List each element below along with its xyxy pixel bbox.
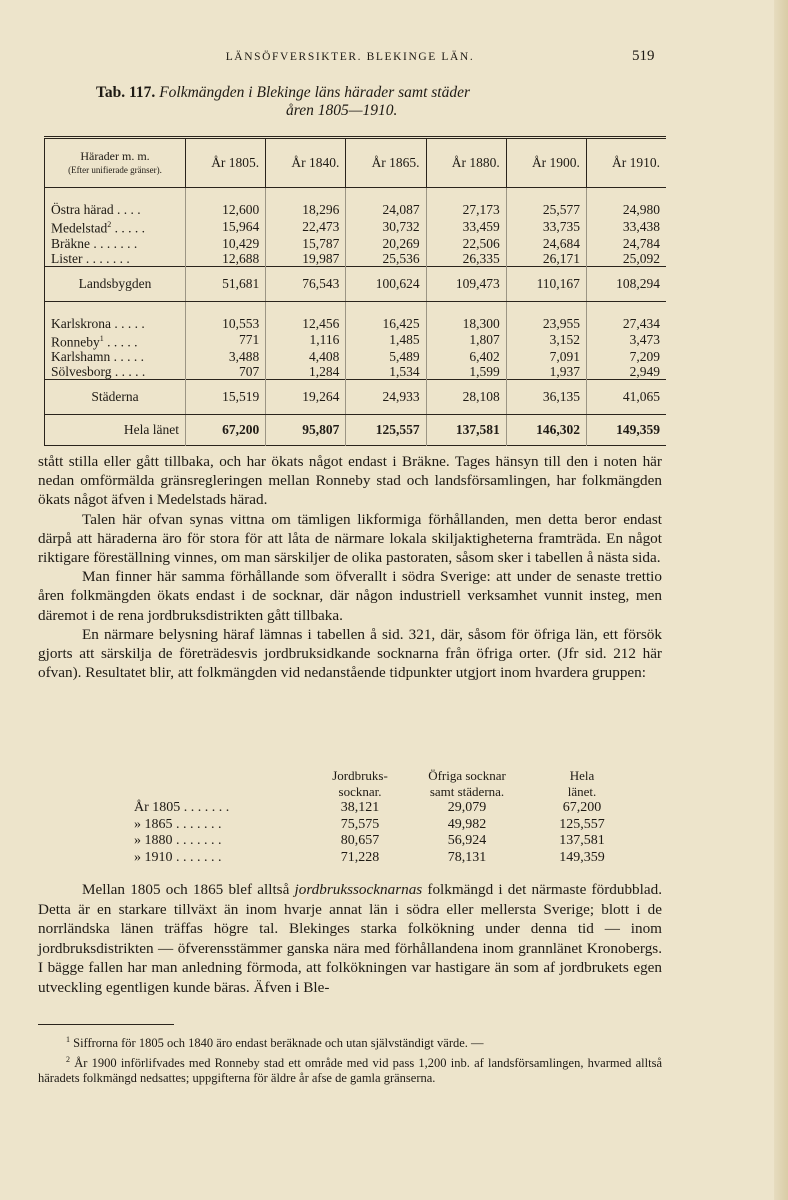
cell: 27,173 xyxy=(426,202,506,217)
paragraph: En närmare belysning häraf lämnas i tabellen å sid. 321, där, såsom för öfriga län, ett försök gjorts att särskilja de företrädesvis jordbruksidkande socknarna från öfriga orter. (Jfr sid. 212 här ofvan). Resultatet blir, att folkmängden vid nedanstående tidpunkter utgjort inom hvardera gruppen: xyxy=(38,625,662,682)
table-row xyxy=(45,316,667,331)
table-row xyxy=(45,331,667,350)
column-header: År 1805. xyxy=(186,138,266,188)
summary-table xyxy=(128,768,636,866)
cell: 3,488 xyxy=(186,349,266,364)
body-text xyxy=(38,452,662,682)
cell: 28,108 xyxy=(426,380,506,415)
column-header: Jordbruks- socknar. xyxy=(332,768,388,799)
cell: 25,092 xyxy=(586,251,666,267)
column-header: År 1865. xyxy=(346,138,426,188)
row-header-sub: (Efter unifierade gränser). xyxy=(68,165,162,175)
summary-header-row xyxy=(128,768,636,800)
row-name: Bräkne . . . . . . . xyxy=(45,236,186,251)
cell: 4,408 xyxy=(266,349,346,364)
cell: 22,473 xyxy=(266,217,346,236)
cell: 1,599 xyxy=(426,364,506,380)
cell: 24,933 xyxy=(346,380,426,415)
cell: 24,087 xyxy=(346,202,426,217)
cell: 30,732 xyxy=(346,217,426,236)
cell: 67,200 xyxy=(562,800,602,815)
table-title xyxy=(96,84,656,120)
cell: 12,688 xyxy=(186,251,266,267)
cell: 67,200 xyxy=(186,415,266,446)
cell: 20,269 xyxy=(346,236,426,251)
cell: 75,575 xyxy=(340,816,380,832)
cell: 137,581 xyxy=(559,833,605,848)
row-name: Sölvesborg . . . . . xyxy=(45,364,186,380)
cell: 24,980 xyxy=(586,202,666,217)
cell: 26,171 xyxy=(506,251,586,267)
cell: 12,456 xyxy=(266,316,346,331)
cell: 3,152 xyxy=(506,331,586,350)
footnote: $^1$ Siffrorna för 1805 och 1840 äro endast beräknade och utan självständigt värde. — xyxy=(66,1035,484,1051)
cell: 125,557 xyxy=(559,816,605,832)
cell: 15,787 xyxy=(266,236,346,251)
row-name: Lister . . . . . . . xyxy=(45,251,186,267)
table-header-row xyxy=(45,138,667,188)
summary-row xyxy=(128,833,636,850)
cell: 3,473 xyxy=(586,331,666,350)
table-row xyxy=(45,202,667,217)
row-label: » 1865 . . . . . . . xyxy=(134,816,222,832)
cell: 110,167 xyxy=(506,266,586,301)
cell: 137,581 xyxy=(426,415,506,446)
cell: 10,553 xyxy=(186,316,266,331)
cell: 80,657 xyxy=(340,833,380,848)
table-row xyxy=(45,236,667,251)
column-header: År 1840. xyxy=(266,138,346,188)
column-header: Öfriga socknar samt städerna. xyxy=(428,768,506,799)
running-title: LÄNSÖFVERSIKTER. BLEKINGE LÄN. xyxy=(225,51,475,63)
paragraph: Man finner här samma förhållande som öfverallt i södra Sverige: att under de senaste trettio åren folkmängden ökats endast i de socknar, där någon industriell verksamhet vunnit insteg, men däremot i de rena jordbruksdistrikten gått tillbaka. xyxy=(38,568,662,624)
cell: 33,438 xyxy=(586,217,666,236)
row-name: Ronneby$^1$ . . . . . xyxy=(45,331,186,350)
column-header: År 1880. xyxy=(426,138,506,188)
table-row xyxy=(45,364,667,380)
cell: 27,434 xyxy=(586,316,666,331)
cell: 7,209 xyxy=(586,349,666,364)
italic-term: jordbrukssocknarnas xyxy=(294,881,423,898)
cell: 1,807 xyxy=(426,331,506,350)
page-number: 519 xyxy=(632,48,655,64)
cell: 146,302 xyxy=(506,415,586,446)
total-row xyxy=(45,415,667,446)
cell: 108,294 xyxy=(586,266,666,301)
paragraph: Mellan 1805 och 1865 blef alltså jordbrukssocknarnas folkmängd i det närmaste fördubblad. Detta är en starkare tillväxt än inom hvarje annat län i södra eller mellersta Sverige; blott i de norrländska länen träffas högre tal. Blekinges starka folkökning under denna tid — inom jordbruksdistrikten — öfverensstämmer ganska nära med förhållandena inom grannlänet Kronobergs. I bägge fallen har man anledning förmoda, att folkökningen var hastigare än som af jordbrukets egen utveckling egentligen kunde bäras. Äfven i Ble- xyxy=(38,881,662,996)
table-label: Tab. 117. xyxy=(96,84,156,101)
row-name: Karlshamn . . . . . xyxy=(45,349,186,364)
cell: 36,135 xyxy=(506,380,586,415)
row-label: » 1910 . . . . . . . xyxy=(134,849,222,865)
cell: 15,519 xyxy=(186,380,266,415)
table-title-line1: Folkmängden i Blekinge läns härader samt städer xyxy=(159,84,471,101)
cell: 771 xyxy=(186,331,266,350)
cell: 707 xyxy=(186,364,266,380)
table-row xyxy=(45,349,667,364)
cell: 56,924 xyxy=(447,833,487,848)
body-text-2 xyxy=(38,880,662,998)
row-header-main: Härader m. m. xyxy=(80,149,150,163)
column-header: År 1910. xyxy=(586,138,666,188)
population-table xyxy=(44,136,666,449)
paragraph: Talen här ofvan synas vittna om tämligen likformiga förhållanden, men detta beror endast därpå att häraderna äro för stora för att låta de närmare lokala skiljaktigheterna framträda. En något riktigare föreställning vinnes, om man särskiljer de olika pastoraten, såsom sker i tabellen å nästa sida. xyxy=(38,510,662,567)
summary-row xyxy=(128,850,636,867)
cell: 26,335 xyxy=(426,251,506,267)
footnotes xyxy=(38,1032,662,1087)
table-title-line2: åren 1805—1910. xyxy=(286,102,398,119)
cell: 29,079 xyxy=(447,800,487,815)
row-label: » 1880 . . . . . . . xyxy=(134,833,222,848)
cell: 1,937 xyxy=(506,364,586,380)
cell: 18,300 xyxy=(426,316,506,331)
row-name: Karlskrona . . . . . xyxy=(45,316,186,331)
cell: 125,557 xyxy=(346,415,426,446)
cell: 49,982 xyxy=(447,816,487,832)
cell: 15,964 xyxy=(186,217,266,236)
cell: 38,121 xyxy=(340,800,380,815)
cell: 95,807 xyxy=(266,415,346,446)
footnote-mark: 1 xyxy=(66,1035,70,1044)
cell: 33,735 xyxy=(506,217,586,236)
cell: 7,091 xyxy=(506,349,586,364)
cell: 5,489 xyxy=(346,349,426,364)
row-name: Östra härad . . . . xyxy=(45,202,186,217)
cell: 25,577 xyxy=(506,202,586,217)
cell: 1,534 xyxy=(346,364,426,380)
footnote-mark: 1 xyxy=(99,333,104,343)
cell: 2,949 xyxy=(586,364,666,380)
cell: 25,536 xyxy=(346,251,426,267)
cell: 149,359 xyxy=(586,415,666,446)
cell: 41,065 xyxy=(586,380,666,415)
cell: 1,485 xyxy=(346,331,426,350)
cell: 76,543 xyxy=(266,266,346,301)
cell: 1,116 xyxy=(266,331,346,350)
cell: 10,429 xyxy=(186,236,266,251)
footnote-separator xyxy=(38,1024,174,1025)
running-header xyxy=(0,48,788,68)
summary-row xyxy=(128,817,636,834)
subtotal-row xyxy=(45,266,667,301)
cell: 100,624 xyxy=(346,266,426,301)
row-name: Hela länet xyxy=(45,415,186,446)
cell: 6,402 xyxy=(426,349,506,364)
cell: 1,284 xyxy=(266,364,346,380)
cell: 24,684 xyxy=(506,236,586,251)
paragraph: stått stilla eller gått tillbaka, och har ökats något endast i Bräkne. Tages hänsyn till den i noten här nedan omförmälda gränsregleringen mellan Ronneby stad och landsförsamlingen, har folkmängden ökats något äfven i Medelstads härad. xyxy=(38,453,662,509)
cell: 109,473 xyxy=(426,266,506,301)
cell: 18,296 xyxy=(266,202,346,217)
footnote-mark: 2 xyxy=(107,220,112,229)
page-edge xyxy=(774,0,788,1200)
cell: 22,506 xyxy=(426,236,506,251)
table-row xyxy=(45,217,667,236)
cell: 24,784 xyxy=(586,236,666,251)
cell: 19,264 xyxy=(266,380,346,415)
column-header: År 1900. xyxy=(506,138,586,188)
footnote: $^2$ År 1900 införlifvades med Ronneby stad ett område med vid pass 1,200 inb. af landsförsamlingen, hvarmed alltså häradets folkmängd nedsattes; uppgifterna för äldre år afse de gamla gränserna. xyxy=(38,1054,663,1086)
cell: 33,459 xyxy=(426,217,506,236)
row-name: Medelstad$^2$ . . . . . xyxy=(45,217,186,236)
subtotal-row xyxy=(45,380,667,415)
cell: 12,600 xyxy=(186,202,266,217)
cell: 71,228 xyxy=(340,849,380,865)
row-name: Städerna xyxy=(45,380,186,415)
summary-row xyxy=(128,800,636,817)
cell: 19,987 xyxy=(266,251,346,267)
table-row xyxy=(45,251,667,267)
cell: 23,955 xyxy=(506,316,586,331)
cell: 78,131 xyxy=(447,849,487,865)
column-header: Hela länet. xyxy=(567,768,597,799)
row-name: Landsbygden xyxy=(45,266,186,301)
footnote-mark: 2 xyxy=(66,1054,70,1064)
row-header xyxy=(45,138,186,188)
cell: 16,425 xyxy=(346,316,426,331)
cell: 149,359 xyxy=(559,849,605,865)
row-label: År 1805 . . . . . . . xyxy=(134,800,230,815)
cell: 51,681 xyxy=(186,266,266,301)
